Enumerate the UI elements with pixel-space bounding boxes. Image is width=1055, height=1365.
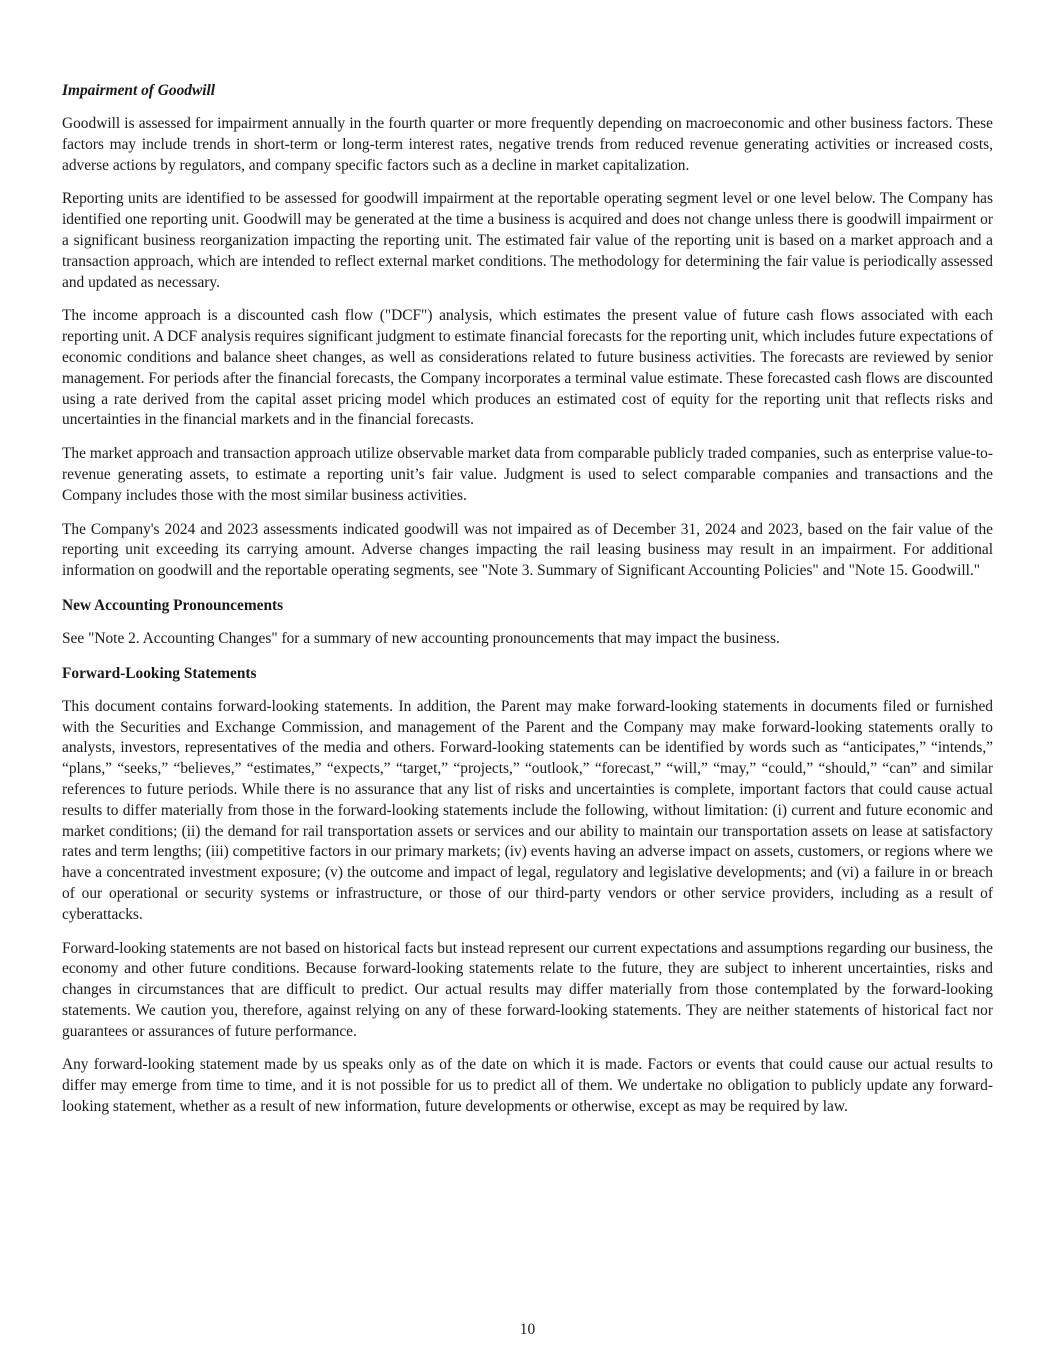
paragraph-forward-looking-basis: Forward-looking statements are not based on historical facts but instead represent our current expectations and assumptions regarding our business, the economy and other future conditions. Because forward-looking statements relate to the future, they are subject to inherent uncertainties, risks and changes in circumstances that are difficult to predict. Our actual results may differ materially from those contemplated by the forward-looking statements. We caution you, therefore, against relying on any of these forward-looking statements. They are neither statements of historical fact nor guarantees or assurances of future performance. <box>62 939 993 1040</box>
paragraph-forward-looking-intro: This document contains forward-looking statements. In addition, the Parent may make forward-looking statements in documents filed or furnished with the Securities and Exchange Commission, and management of the Parent and the Company may make forward-looking statements orally to analysts, investors, representatives of the media and others. Forward-looking statements can be identified by words such as “anticipates,” “intends,” “plans,” “seeks,” “believes,” “estimates,” “expects,” “target,” “projects,” “outlook,” “forecast,” “will,” “may,” “could,” “should,” “can” and similar references to future periods. While there is no assurance that any list of risks and uncertainties is complete, important factors that could cause actual results to differ materially from those in the forward-looking statements include the following, without limitation: (i) current and future economic and market conditions; (ii) the demand for rail transportation assets or services and our ability to maintain our transportation assets on lease at satisfactory rates and term lengths; (iii) competitive factors in our primary markets; (iv) events having an adverse impact on assets, customers, or regions where we have a concentrated investment exposure; (v) the outcome and impact of legal, regulatory and legislative developments; and (vi) a failure in or breach of our operational or security systems or infrastructure, or those of our third-party vendors or other service providers, including as a result of cyberattacks. <box>62 697 993 923</box>
paragraph-assessment-results: The Company's 2024 and 2023 assessments indicated goodwill was not impaired as of December 31, 2024 and 2023, based on the fair value of the reporting unit exceeding its carrying amount. Adverse changes impacting the rail leasing business may result in an impairment. For additional information on goodwill and the reportable operating segments, see "Note 3. Summary of Significant Accounting Policies" and "Note 15. Goodwill." <box>62 520 993 580</box>
paragraph-market-approach: The market approach and transaction approach utilize observable market data from comparable publicly traded companies, such as enterprise value-to-revenue generating assets, to estimate a reporting unit’s fair value. Judgment is used to select comparable companies and transactions and the Company includes those with the most similar business activities. <box>62 445 993 504</box>
paragraph-goodwill-assessment: Goodwill is assessed for impairment annually in the fourth quarter or more frequently depending on macroeconomic and other business factors. These factors may include trends in short-term or long-term interest rates, negative trends from reduced revenue generating activities or increased costs, adverse actions by regulators, and company specific factors such as a decline in market capitalization. <box>62 115 993 174</box>
paragraph-accounting-changes-reference: See "Note 2. Accounting Changes" for a summary of new accounting pronouncements that may impact the business. <box>62 629 780 647</box>
document-page <box>62 80 993 1131</box>
section-heading-forward-looking-statements: Forward-Looking Statements <box>62 664 257 682</box>
paragraph-reporting-units: Reporting units are identified to be assessed for goodwill impairment at the reportable operating segment level or one level below. The Company has identified one reporting unit. Goodwill may be generated at the time a business is acquired and does not change unless there is goodwill impairment or a significant business reorganization impacting the reporting unit. The estimated fair value of the reporting unit is based on a market approach and a transaction approach, which are intended to reflect external market conditions. The methodology for determining the fair value is periodically assessed and updated as necessary. <box>62 190 993 291</box>
paragraph-income-approach: The income approach is a discounted cash flow ("DCF") analysis, which estimates the present value of future cash flows associated with each reporting unit. A DCF analysis requires significant judgment to estimate financial forecasts for the reporting unit, which includes future expectations of economic conditions and balance sheet changes, as well as considerations related to future business activities. The forecasts are reviewed by senior management. For periods after the financial forecasts, the Company incorporates a terminal value estimate. These forecasted cash flows are discounted using a rate derived from the capital asset pricing model which produces an estimated cost of equity for the reporting unit that reflects risks and uncertainties in the financial markets and in the financial forecasts. <box>62 307 993 429</box>
paragraph-forward-looking-no-obligation: Any forward-looking statement made by us speaks only as of the date on which it is made. Factors or events that could cause our actual results to differ may emerge from time to time, and it is not possible for us to predict all of them. We undertake no obligation to publicly update any forward-looking statement, whether as a result of new information, future developments or otherwise, except as may be required by law. <box>62 1056 993 1116</box>
section-heading-new-accounting-pronouncements: New Accounting Pronouncements <box>62 596 284 614</box>
section-heading-impairment-of-goodwill: Impairment of Goodwill <box>62 82 216 99</box>
page-number: 10 <box>519 1321 536 1338</box>
